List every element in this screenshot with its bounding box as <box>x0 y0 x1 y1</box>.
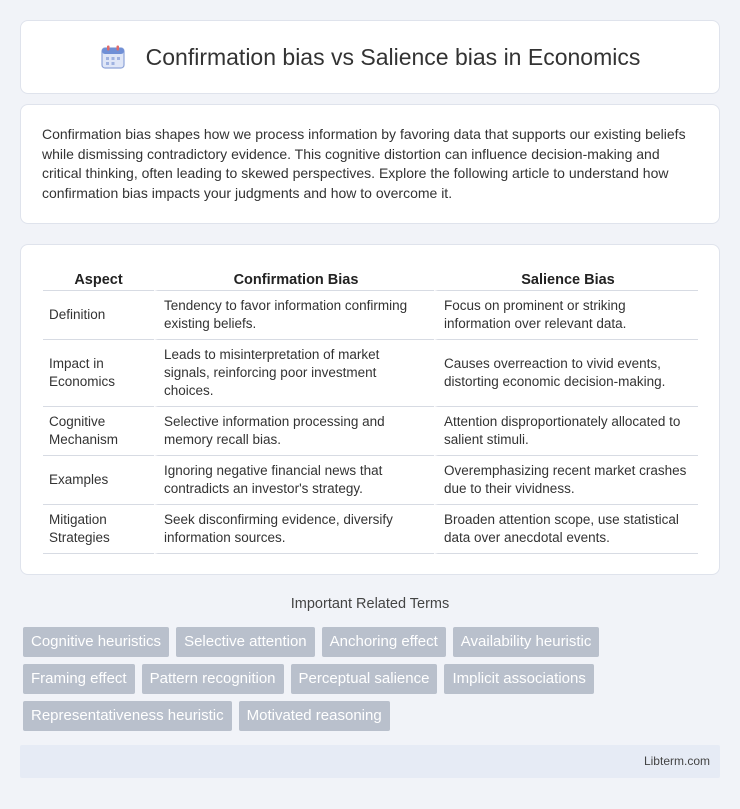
tag-row <box>23 701 723 731</box>
related-terms-tags <box>23 627 723 738</box>
tag-row <box>23 627 723 657</box>
related-term-tag[interactable]: Cognitive heuristics <box>23 627 169 657</box>
cell-salience: Attention disproportionately allocated to salient stimuli. <box>434 407 698 456</box>
cell-salience: Overemphasizing recent market crashes due to their vividness. <box>434 456 698 505</box>
related-term-tag[interactable]: Pattern recognition <box>142 664 284 694</box>
related-terms-title: Important Related Terms <box>290 596 450 612</box>
table-row <box>43 505 698 554</box>
calendar-icon <box>100 44 126 70</box>
related-term-tag[interactable]: Implicit associations <box>444 664 593 694</box>
table-row <box>43 456 698 505</box>
cell-salience: Broaden attention scope, use statistical data over anecdotal events. <box>434 505 698 554</box>
related-term-tag[interactable]: Framing effect <box>23 664 135 694</box>
intro-text: Confirmation bias shapes how we process information by favoring data that supports our existing beliefs while dismissing contradictory evidence. This cognitive distortion can influence decision-making and critical thinking, often leading to skewed perspectives. Explore the following article to understand how confirmation bias impacts your judgments and how to overcome it. <box>42 126 686 201</box>
cell-confirmation: Ignoring negative financial news that contradicts an investor's strategy. <box>154 456 434 505</box>
table-row <box>43 291 698 340</box>
cell-confirmation: Leads to misinterpretation of market signals, reinforcing poor investment choices. <box>154 340 434 407</box>
cell-confirmation: Selective information processing and memory recall bias. <box>154 407 434 456</box>
cell-aspect: Impact in Economics <box>43 340 154 407</box>
cell-aspect: Cognitive Mechanism <box>43 407 154 456</box>
related-term-tag[interactable]: Perceptual salience <box>291 664 438 694</box>
comparison-table-card <box>20 244 720 575</box>
header-confirmation-bias: Confirmation Bias <box>154 265 434 291</box>
tag-row <box>23 664 723 694</box>
cell-salience: Causes overreaction to vivid events, distorting economic decision-making. <box>434 340 698 407</box>
title-card <box>20 20 720 94</box>
cell-aspect: Mitigation Strategies <box>43 505 154 554</box>
related-term-tag[interactable]: Selective attention <box>176 627 315 657</box>
table-row <box>43 407 698 456</box>
header-aspect: Aspect <box>43 265 154 291</box>
cell-aspect: Examples <box>43 456 154 505</box>
comparison-table <box>43 265 698 554</box>
related-term-tag[interactable]: Representativeness heuristic <box>23 701 232 731</box>
cell-confirmation: Tendency to favor information confirming existing beliefs. <box>154 291 434 340</box>
cell-aspect: Definition <box>43 291 154 340</box>
cell-salience: Focus on prominent or striking information over relevant data. <box>434 291 698 340</box>
page-title: Confirmation bias vs Salience bias in Economics <box>145 43 641 70</box>
cell-confirmation: Seek disconfirming evidence, diversify information sources. <box>154 505 434 554</box>
header-salience-bias: Salience Bias <box>434 265 698 291</box>
intro-card <box>20 104 720 224</box>
related-term-tag[interactable]: Availability heuristic <box>453 627 600 657</box>
footer <box>20 745 720 778</box>
related-term-tag[interactable]: Anchoring effect <box>322 627 446 657</box>
related-term-tag[interactable]: Motivated reasoning <box>239 701 390 731</box>
table-row <box>43 340 698 407</box>
footer-site-link[interactable]: Libterm.com <box>643 754 710 768</box>
table-header-row <box>43 265 698 291</box>
